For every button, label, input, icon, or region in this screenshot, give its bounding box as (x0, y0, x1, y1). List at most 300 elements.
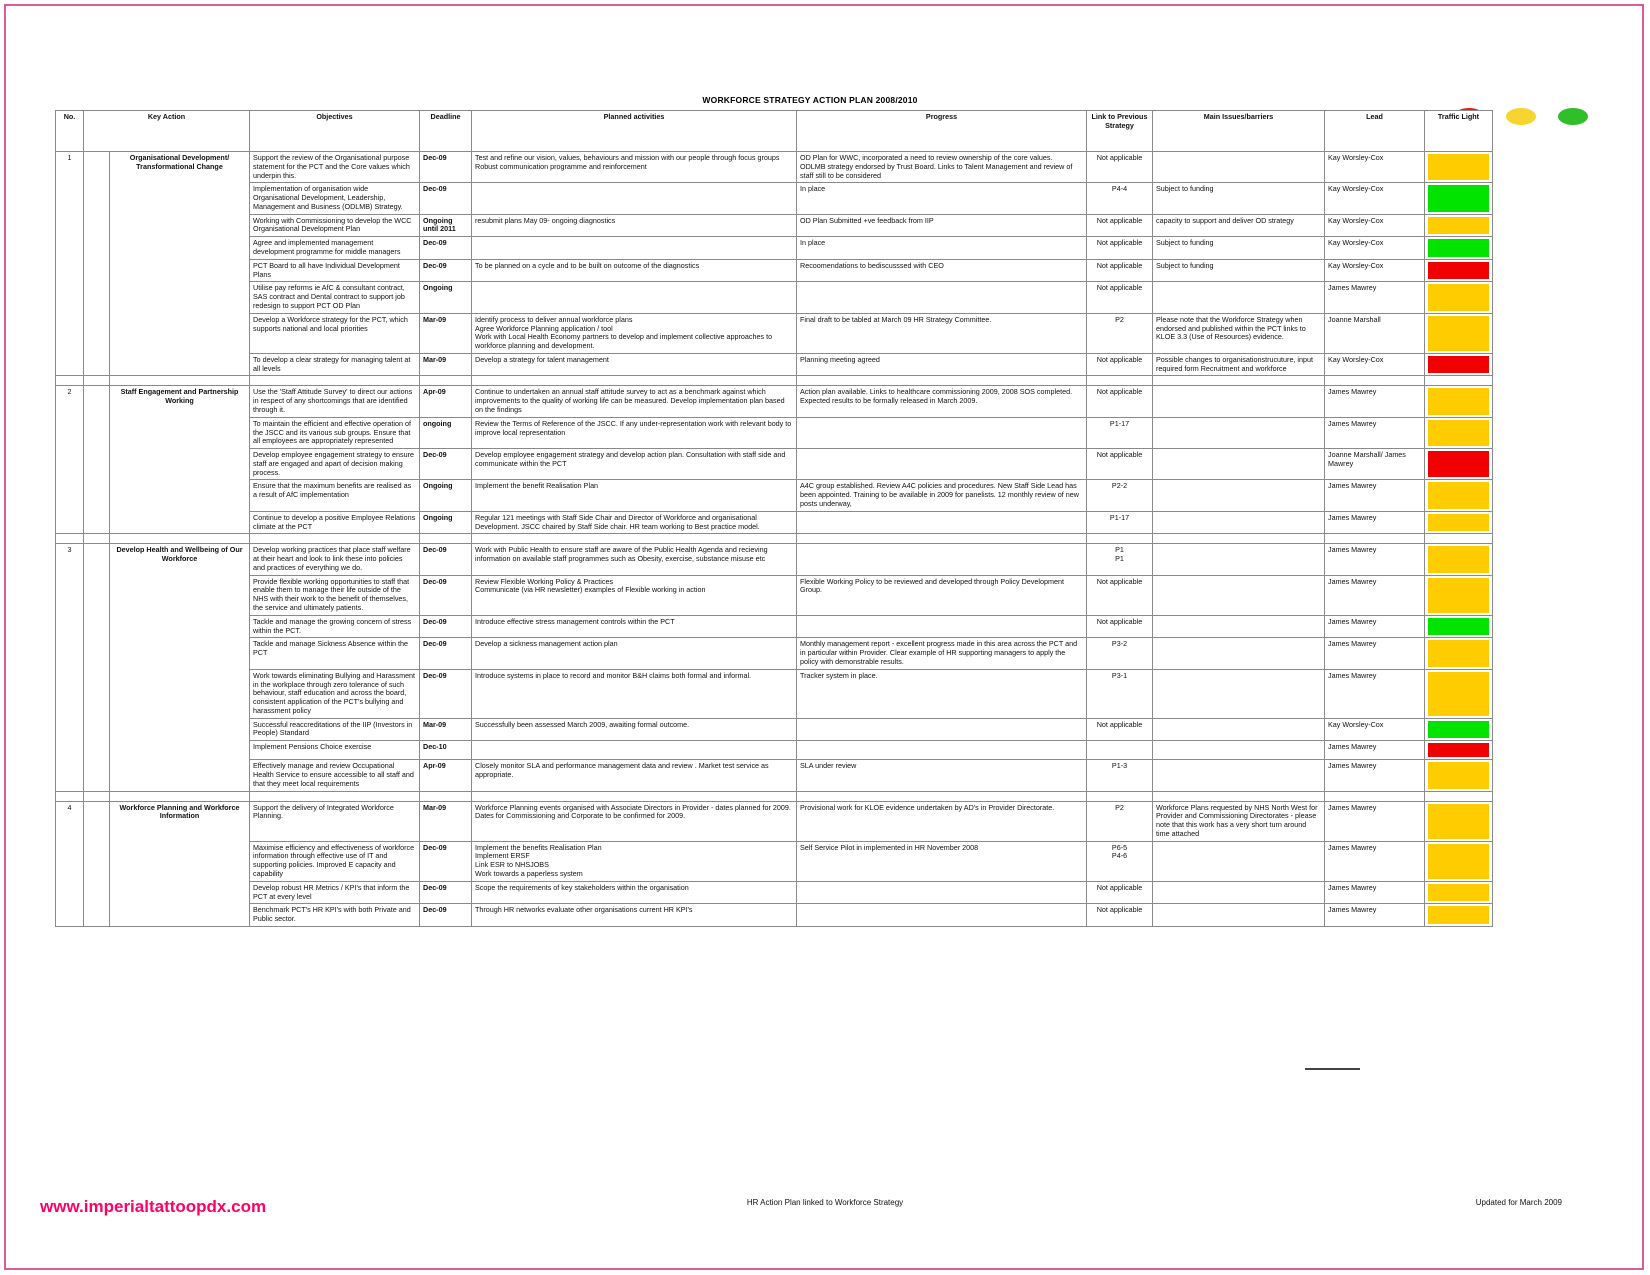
section-divider-cell (56, 376, 84, 386)
lead-cell: James Mawrey (1325, 417, 1425, 448)
planned-activities-cell: Review the Terms of Reference of the JSCC. If any under-representation work with relevant body to improve local representation (472, 417, 797, 448)
watermark: www.imperialtattoopdx.com (40, 1197, 267, 1216)
table-row (56, 417, 1493, 448)
table-row (56, 718, 1493, 741)
table-row (56, 881, 1493, 904)
key-action-cell: Workforce Planning and Workforce Information (110, 801, 250, 926)
deadline-cell: Dec-09 (420, 449, 472, 480)
lead-cell: Kay Worsley-Cox (1325, 152, 1425, 183)
planned-activities-cell (472, 237, 797, 260)
link-previous-strategy-cell: Not applicable (1087, 575, 1153, 615)
main-issues-cell: Workforce Plans requested by NHS North West for Provider and Commissioning Directorates - please note that this work has a very short turn around time attached (1153, 801, 1325, 841)
link-previous-strategy-cell: Not applicable (1087, 449, 1153, 480)
action-plan-sheet (50, 95, 1510, 927)
table-row (56, 544, 1493, 575)
table-row (56, 801, 1493, 841)
planned-activities-cell: Test and refine our vision, values, behaviours and mission with our people through focus groups Robust communication programme and reinforcement (472, 152, 797, 183)
objective-cell: Provide flexible working opportunities to staff that enable them to manage their life outside of the NHS with their work to the benefit of themselves, the service and ultimately patients. (250, 575, 420, 615)
progress-cell (797, 615, 1087, 638)
traffic-light-cell (1425, 615, 1493, 638)
main-issues-cell (1153, 718, 1325, 741)
planned-activities-cell: Continue to undertaken an annual staff attitude survey to act as a benchmark against which improvements to the quality of working life can be measured. Develop implementation plan based on the findings (472, 386, 797, 417)
objective-cell: Ensure that the maximum benefits are realised as a result of AfC implementation (250, 480, 420, 511)
deadline-cell: ongoing (420, 417, 472, 448)
section-divider-cell (472, 534, 797, 544)
lead-cell: James Mawrey (1325, 904, 1425, 927)
column-header-no: No. (56, 111, 84, 152)
progress-cell: SLA under review (797, 760, 1087, 791)
progress-cell: Flexible Working Policy to be reviewed and developed through Policy Development Group. (797, 575, 1087, 615)
objective-cell: Implement Pensions Choice exercise (250, 741, 420, 760)
progress-cell: Action plan available. Links to healthcare commissioning 2009, 2008 SOS completed. Expected results to be formally released in March 2009. (797, 386, 1087, 417)
lead-cell: James Mawrey (1325, 638, 1425, 669)
main-issues-cell (1153, 881, 1325, 904)
table-row (56, 760, 1493, 791)
traffic-light-cell (1425, 760, 1493, 791)
amber-traffic-light-indicator (1428, 578, 1489, 613)
section-spacer-cell (84, 152, 110, 376)
lead-cell: Kay Worsley-Cox (1325, 237, 1425, 260)
progress-cell: In place (797, 183, 1087, 214)
traffic-light-cell (1425, 841, 1493, 881)
planned-activities-cell: Successfully been assessed March 2009, awaiting formal outcome. (472, 718, 797, 741)
traffic-light-cell (1425, 386, 1493, 417)
table-row (56, 183, 1493, 214)
section-number: 2 (56, 386, 84, 534)
deadline-cell: Mar-09 (420, 718, 472, 741)
deadline-cell: Dec-09 (420, 638, 472, 669)
section-divider-row (56, 534, 1493, 544)
amber-traffic-light-icon (1506, 108, 1536, 125)
section-spacer-cell (84, 801, 110, 926)
table-row (56, 669, 1493, 718)
main-issues-cell (1153, 575, 1325, 615)
lead-cell: Kay Worsley-Cox (1325, 259, 1425, 282)
progress-cell: Provisional work for KLOE evidence undertaken by AD's in Provider Directorate. (797, 801, 1087, 841)
lead-cell: Joanne Marshall/ James Mawrey (1325, 449, 1425, 480)
planned-activities-cell (472, 741, 797, 760)
link-previous-strategy-cell: Not applicable (1087, 881, 1153, 904)
objective-cell: Benchmark PCT's HR KPI's with both Private and Public sector. (250, 904, 420, 927)
table-row (56, 480, 1493, 511)
lead-cell: Kay Worsley-Cox (1325, 718, 1425, 741)
traffic-light-cell (1425, 353, 1493, 376)
deadline-cell: Apr-09 (420, 760, 472, 791)
table-body (56, 152, 1493, 927)
table-row (56, 511, 1493, 534)
deadline-cell: Dec-09 (420, 615, 472, 638)
link-previous-strategy-cell: P2 (1087, 801, 1153, 841)
deadline-cell: Ongoing (420, 480, 472, 511)
column-header-key-action: Key Action (84, 111, 250, 152)
planned-activities-cell: Closely monitor SLA and performance management data and review . Market test service as appropriate. (472, 760, 797, 791)
progress-cell: Self Service Pilot in implemented in HR November 2008 (797, 841, 1087, 881)
planned-activities-cell: Introduce systems in place to record and monitor B&H claims both formal and informal. (472, 669, 797, 718)
objective-cell: Working with Commissioning to develop the WCC Organisational Development Plan (250, 214, 420, 237)
main-issues-cell (1153, 544, 1325, 575)
amber-traffic-light-indicator (1428, 844, 1489, 879)
traffic-light-cell (1425, 575, 1493, 615)
table-row (56, 449, 1493, 480)
objective-cell: To maintain the efficient and effective operation of the JSCC and its various sub groups. Ensure that all employees are appropriately represented (250, 417, 420, 448)
main-issues-cell (1153, 480, 1325, 511)
progress-cell: Monthly management report - excellent progress made in this area across the PCT and in particular within Provider. Clear example of HR supporting managers to apply the policy with demonstrable results. (797, 638, 1087, 669)
table-row (56, 638, 1493, 669)
amber-traffic-light-indicator (1428, 420, 1489, 446)
objective-cell: Maximise efficiency and effectiveness of workforce information through effective use of IT and supporting policies. Improved E capacity and capability (250, 841, 420, 881)
planned-activities-cell: Scope the requirements of key stakeholders within the organisation (472, 881, 797, 904)
section-divider-cell (110, 791, 250, 801)
amber-traffic-light-indicator (1428, 217, 1489, 235)
objective-cell: Effectively manage and review Occupational Health Service to ensure accessible to all staff and that they meet local requirements (250, 760, 420, 791)
progress-cell: OD Plan for WWC, incorporated a need to review ownership of the core values. ODLMB strategy endorsed by Trust Board. Links to Talent Management and review of staff still to be considered (797, 152, 1087, 183)
lead-cell: James Mawrey (1325, 511, 1425, 534)
section-divider-cell (797, 534, 1087, 544)
planned-activities-cell: Review Flexible Working Policy & Practices Communicate (via HR newsletter) examples of Flexible working in action (472, 575, 797, 615)
table-row (56, 152, 1493, 183)
amber-traffic-light-indicator (1428, 388, 1489, 414)
link-previous-strategy-cell: Not applicable (1087, 615, 1153, 638)
traffic-light-cell (1425, 313, 1493, 353)
objective-cell: Continue to develop a positive Employee Relations climate at the PCT (250, 511, 420, 534)
green-traffic-light-icon (1558, 108, 1588, 125)
section-number: 3 (56, 544, 84, 791)
section-divider-cell (1087, 376, 1153, 386)
deadline-cell: Ongoing (420, 282, 472, 313)
link-previous-strategy-cell: P1-17 (1087, 417, 1153, 448)
link-previous-strategy-cell: Not applicable (1087, 152, 1153, 183)
link-previous-strategy-cell: Not applicable (1087, 214, 1153, 237)
objective-cell: To develop a clear strategy for managing talent at all levels (250, 353, 420, 376)
column-header-main-issues: Main Issues/barriers (1153, 111, 1325, 152)
main-issues-cell (1153, 841, 1325, 881)
main-issues-cell (1153, 760, 1325, 791)
table-header (56, 111, 1493, 152)
planned-activities-cell (472, 183, 797, 214)
objective-cell: Support the review of the Organisational purpose statement for the PCT and the Core values which underpin this. (250, 152, 420, 183)
objective-cell: Tackle and manage the growing concern of stress within the PCT. (250, 615, 420, 638)
progress-cell (797, 718, 1087, 741)
amber-traffic-light-indicator (1428, 762, 1489, 788)
objective-cell: Develop employee engagement strategy to ensure staff are engaged and apart of decision making process. (250, 449, 420, 480)
section-divider-cell (420, 791, 472, 801)
main-issues-cell (1153, 449, 1325, 480)
deadline-cell: Dec-09 (420, 669, 472, 718)
planned-activities-cell: Develop a strategy for talent management (472, 353, 797, 376)
column-header-traffic-light: Traffic Light (1425, 111, 1493, 152)
objective-cell: Use the 'Staff Attitude Survey' to direct our actions in respect of any shortcomings that are identified through it. (250, 386, 420, 417)
table-row (56, 214, 1493, 237)
traffic-light-cell (1425, 480, 1493, 511)
section-divider-cell (1325, 376, 1425, 386)
amber-traffic-light-indicator (1428, 316, 1489, 351)
main-issues-cell: capacity to support and deliver OD strategy (1153, 214, 1325, 237)
traffic-light-cell (1425, 183, 1493, 214)
lead-cell: James Mawrey (1325, 480, 1425, 511)
section-divider-cell (797, 376, 1087, 386)
section-divider-cell (84, 376, 110, 386)
main-issues-cell: Subject to funding (1153, 259, 1325, 282)
traffic-light-cell (1425, 237, 1493, 260)
section-divider-cell (1325, 791, 1425, 801)
section-divider-cell (250, 791, 420, 801)
lead-cell: James Mawrey (1325, 801, 1425, 841)
section-divider-cell (84, 534, 110, 544)
objective-cell: PCT Board to all have Individual Development Plans (250, 259, 420, 282)
red-traffic-light-indicator (1428, 743, 1489, 757)
planned-activities-cell: resubmit plans May 09- ongoing diagnostics (472, 214, 797, 237)
section-divider-row (56, 376, 1493, 386)
amber-traffic-light-indicator (1428, 514, 1489, 532)
link-previous-strategy-cell (1087, 741, 1153, 760)
amber-traffic-light-indicator (1428, 154, 1489, 180)
section-divider-cell (472, 791, 797, 801)
objective-cell: Successful reaccreditations of the IIP (Investors in People) Standard (250, 718, 420, 741)
lead-cell: Joanne Marshall (1325, 313, 1425, 353)
objective-cell: Develop a Workforce strategy for the PCT, which supports national and local priorities (250, 313, 420, 353)
objective-cell: Develop working practices that place staff welfare at their heart and look to link these into policies and practices of everything we do. (250, 544, 420, 575)
lead-cell: James Mawrey (1325, 282, 1425, 313)
section-spacer-cell (84, 544, 110, 791)
main-issues-cell: Please note that the Workforce Strategy when endorsed and published within the PCT links to KLOE 3.3 (Use of Resources) evidence. (1153, 313, 1325, 353)
deadline-cell: Apr-09 (420, 386, 472, 417)
green-traffic-light-indicator (1428, 239, 1489, 257)
green-traffic-light-indicator (1428, 618, 1489, 636)
section-divider-cell (1425, 534, 1493, 544)
deadline-cell: Dec-09 (420, 841, 472, 881)
progress-cell: Planning meeting agreed (797, 353, 1087, 376)
link-previous-strategy-cell: P6-5 P4-6 (1087, 841, 1153, 881)
objective-cell: Tackle and manage Sickness Absence within the PCT (250, 638, 420, 669)
traffic-light-cell (1425, 152, 1493, 183)
link-previous-strategy-cell: Not applicable (1087, 386, 1153, 417)
lead-cell: James Mawrey (1325, 669, 1425, 718)
section-spacer-cell (84, 386, 110, 534)
link-previous-strategy-cell: Not applicable (1087, 904, 1153, 927)
main-issues-cell (1153, 511, 1325, 534)
table-row (56, 575, 1493, 615)
traffic-light-cell (1425, 801, 1493, 841)
main-issues-cell (1153, 741, 1325, 760)
section-divider-cell (472, 376, 797, 386)
main-issues-cell (1153, 638, 1325, 669)
red-traffic-light-indicator (1428, 451, 1489, 477)
red-traffic-light-indicator (1428, 262, 1489, 280)
deadline-cell: Dec-09 (420, 259, 472, 282)
section-divider-row (56, 791, 1493, 801)
section-divider-cell (110, 534, 250, 544)
planned-activities-cell: Implement the benefits Realisation Plan Implement ERSF Link ESR to NHSJOBS Work towards a paperless system (472, 841, 797, 881)
planned-activities-cell: Identify process to deliver annual workforce plans Agree Workforce Planning application / tool Work with Local Health Economy partners to develop and implement collective approaches to workforce planning and development. (472, 313, 797, 353)
progress-cell (797, 881, 1087, 904)
progress-cell: Final draft to be tabled at March 09 HR Strategy Committee. (797, 313, 1087, 353)
deadline-cell: Mar-09 (420, 801, 472, 841)
objective-cell: Support the delivery of Integrated Workforce Planning. (250, 801, 420, 841)
progress-cell (797, 511, 1087, 534)
section-divider-cell (1087, 534, 1153, 544)
section-divider-cell (250, 534, 420, 544)
section-divider-cell (420, 534, 472, 544)
table-row (56, 282, 1493, 313)
section-divider-cell (250, 376, 420, 386)
table-row (56, 237, 1493, 260)
column-header-objectives: Objectives (250, 111, 420, 152)
section-divider-cell (1153, 376, 1325, 386)
deadline-cell: Ongoing (420, 511, 472, 534)
deadline-cell: Dec-09 (420, 237, 472, 260)
section-divider-cell (1325, 534, 1425, 544)
traffic-light-cell (1425, 669, 1493, 718)
planned-activities-cell: Regular 121 meetings with Staff Side Chair and Director of Workforce and organisational Development. JSCC chaired by Staff Side chair. HR team working to Best practice model. (472, 511, 797, 534)
main-issues-cell: Subject to funding (1153, 237, 1325, 260)
amber-traffic-light-indicator (1428, 640, 1489, 666)
deadline-cell: Dec-10 (420, 741, 472, 760)
section-number: 1 (56, 152, 84, 376)
amber-traffic-light-indicator (1428, 546, 1489, 572)
progress-cell (797, 449, 1087, 480)
section-divider-cell (797, 791, 1087, 801)
deadline-cell: Dec-09 (420, 152, 472, 183)
section-divider-cell (56, 534, 84, 544)
table-row (56, 615, 1493, 638)
table-row (56, 386, 1493, 417)
lead-cell: Kay Worsley-Cox (1325, 183, 1425, 214)
amber-traffic-light-indicator (1428, 482, 1489, 508)
link-previous-strategy-cell: P3-2 (1087, 638, 1153, 669)
traffic-light-cell (1425, 638, 1493, 669)
section-divider-cell (420, 376, 472, 386)
main-issues-cell (1153, 669, 1325, 718)
main-issues-cell (1153, 615, 1325, 638)
link-previous-strategy-cell: P1-17 (1087, 511, 1153, 534)
amber-traffic-light-indicator (1428, 284, 1489, 310)
main-issues-cell: Subject to funding (1153, 183, 1325, 214)
deadline-cell: Dec-09 (420, 575, 472, 615)
key-action-cell: Organisational Development/ Transformational Change (110, 152, 250, 376)
amber-traffic-light-indicator (1428, 906, 1489, 924)
document-title: WORKFORCE STRATEGY ACTION PLAN 2008/2010 (702, 95, 918, 105)
traffic-light-cell (1425, 282, 1493, 313)
link-previous-strategy-cell: P3-1 (1087, 669, 1153, 718)
planned-activities-cell: Develop a sickness management action plan (472, 638, 797, 669)
planned-activities-cell: Work with Public Health to ensure staff are aware of the Public Health Agenda and recieving information on available staff programmes such as Obesity, exercise, substance misuse etc (472, 544, 797, 575)
planned-activities-cell: Workforce Planning events organised with Associate Directors in Provider - dates planned for 2009. Dates for Commissioning and Corporate to be confirmed for 2009. (472, 801, 797, 841)
amber-traffic-light-indicator (1428, 884, 1489, 902)
divider-line (1305, 1068, 1360, 1070)
progress-cell (797, 741, 1087, 760)
column-header-lead: Lead (1325, 111, 1425, 152)
table-row (56, 741, 1493, 760)
lead-cell: James Mawrey (1325, 615, 1425, 638)
main-issues-cell: Possible changes to organisationstrucuture, input required form Recruitment and workforce (1153, 353, 1325, 376)
main-issues-cell (1153, 904, 1325, 927)
objective-cell: Develop robust HR Metrics / KPI's that inform the PCT at every level (250, 881, 420, 904)
section-divider-cell (1153, 791, 1325, 801)
lead-cell: James Mawrey (1325, 760, 1425, 791)
table-row (56, 904, 1493, 927)
red-traffic-light-indicator (1428, 356, 1489, 374)
planned-activities-cell: To be planned on a cycle and to be built on outcome of the diagnostics (472, 259, 797, 282)
section-divider-cell (1153, 534, 1325, 544)
footer-note: HR Action Plan linked to Workforce Strategy (746, 1198, 904, 1207)
deadline-cell: Dec-09 (420, 183, 472, 214)
lead-cell: James Mawrey (1325, 881, 1425, 904)
traffic-light-cell (1425, 544, 1493, 575)
link-previous-strategy-cell: Not applicable (1087, 282, 1153, 313)
key-action-cell: Develop Health and Wellbeing of Our Workforce (110, 544, 250, 791)
column-header-deadline: Deadline (420, 111, 472, 152)
deadline-cell: Dec-09 (420, 544, 472, 575)
link-previous-strategy-cell: Not applicable (1087, 237, 1153, 260)
progress-cell: Recoomendations to bediscusssed with CEO (797, 259, 1087, 282)
lead-cell: James Mawrey (1325, 841, 1425, 881)
table-row (56, 313, 1493, 353)
section-divider-cell (1425, 376, 1493, 386)
amber-traffic-light-indicator (1428, 804, 1489, 839)
traffic-light-cell (1425, 741, 1493, 760)
section-divider-cell (110, 376, 250, 386)
objective-cell: Utilise pay reforms ie AfC & consultant contract, SAS contract and Dental contract to support job redesign to support PCT OD Plan (250, 282, 420, 313)
section-divider-cell (1087, 791, 1153, 801)
link-previous-strategy-cell: Not applicable (1087, 353, 1153, 376)
traffic-light-cell (1425, 259, 1493, 282)
objective-cell: Agree and implemented management development programme for middle managers (250, 237, 420, 260)
column-header-link-previous-strategy: Link to Previous Strategy (1087, 111, 1153, 152)
lead-cell: James Mawrey (1325, 575, 1425, 615)
link-previous-strategy-cell: P4-4 (1087, 183, 1153, 214)
planned-activities-cell: Develop employee engagement strategy and develop action plan. Consultation with staff side and communicate within the PCT (472, 449, 797, 480)
progress-cell (797, 904, 1087, 927)
column-header-progress: Progress (797, 111, 1087, 152)
key-action-cell: Staff Engagement and Partnership Working (110, 386, 250, 534)
traffic-light-cell (1425, 904, 1493, 927)
main-issues-cell (1153, 417, 1325, 448)
column-header-planned-activities: Planned activities (472, 111, 797, 152)
action-plan-table (55, 110, 1493, 927)
footer-updated: Updated for March 2009 (1475, 1198, 1562, 1207)
lead-cell: James Mawrey (1325, 741, 1425, 760)
link-previous-strategy-cell: P1 P1 (1087, 544, 1153, 575)
planned-activities-cell: Implement the benefit Realisation Plan (472, 480, 797, 511)
progress-cell: OD Plan Submitted +ve feedback from IIP (797, 214, 1087, 237)
deadline-cell: Mar-09 (420, 313, 472, 353)
lead-cell: Kay Worsley-Cox (1325, 353, 1425, 376)
table-row (56, 841, 1493, 881)
progress-cell: Tracker system in place. (797, 669, 1087, 718)
link-previous-strategy-cell: P1-3 (1087, 760, 1153, 791)
progress-cell (797, 544, 1087, 575)
table-row (56, 259, 1493, 282)
traffic-light-cell (1425, 511, 1493, 534)
progress-cell: A4C group established. Review A4C policies and procedures. New Staff Side Lead has been appointed. Training to be available in 2009 for panelists. 12 monthly review of new posts underway, (797, 480, 1087, 511)
section-divider-cell (56, 791, 84, 801)
section-number: 4 (56, 801, 84, 926)
lead-cell: James Mawrey (1325, 544, 1425, 575)
deadline-cell: Dec-09 (420, 881, 472, 904)
progress-cell (797, 417, 1087, 448)
objective-cell: Implementation of organisation wide Organisational Development, Leadership, Management and Business (ODLMB) Strategy. (250, 183, 420, 214)
main-issues-cell (1153, 386, 1325, 417)
traffic-light-cell (1425, 718, 1493, 741)
table-row (56, 353, 1493, 376)
traffic-light-cell (1425, 881, 1493, 904)
deadline-cell: Mar-09 (420, 353, 472, 376)
progress-cell: In place (797, 237, 1087, 260)
green-traffic-light-indicator (1428, 721, 1489, 739)
deadline-cell: Dec-09 (420, 904, 472, 927)
planned-activities-cell: Through HR networks evaluate other organisations current HR KPI's (472, 904, 797, 927)
green-traffic-light-indicator (1428, 185, 1489, 211)
